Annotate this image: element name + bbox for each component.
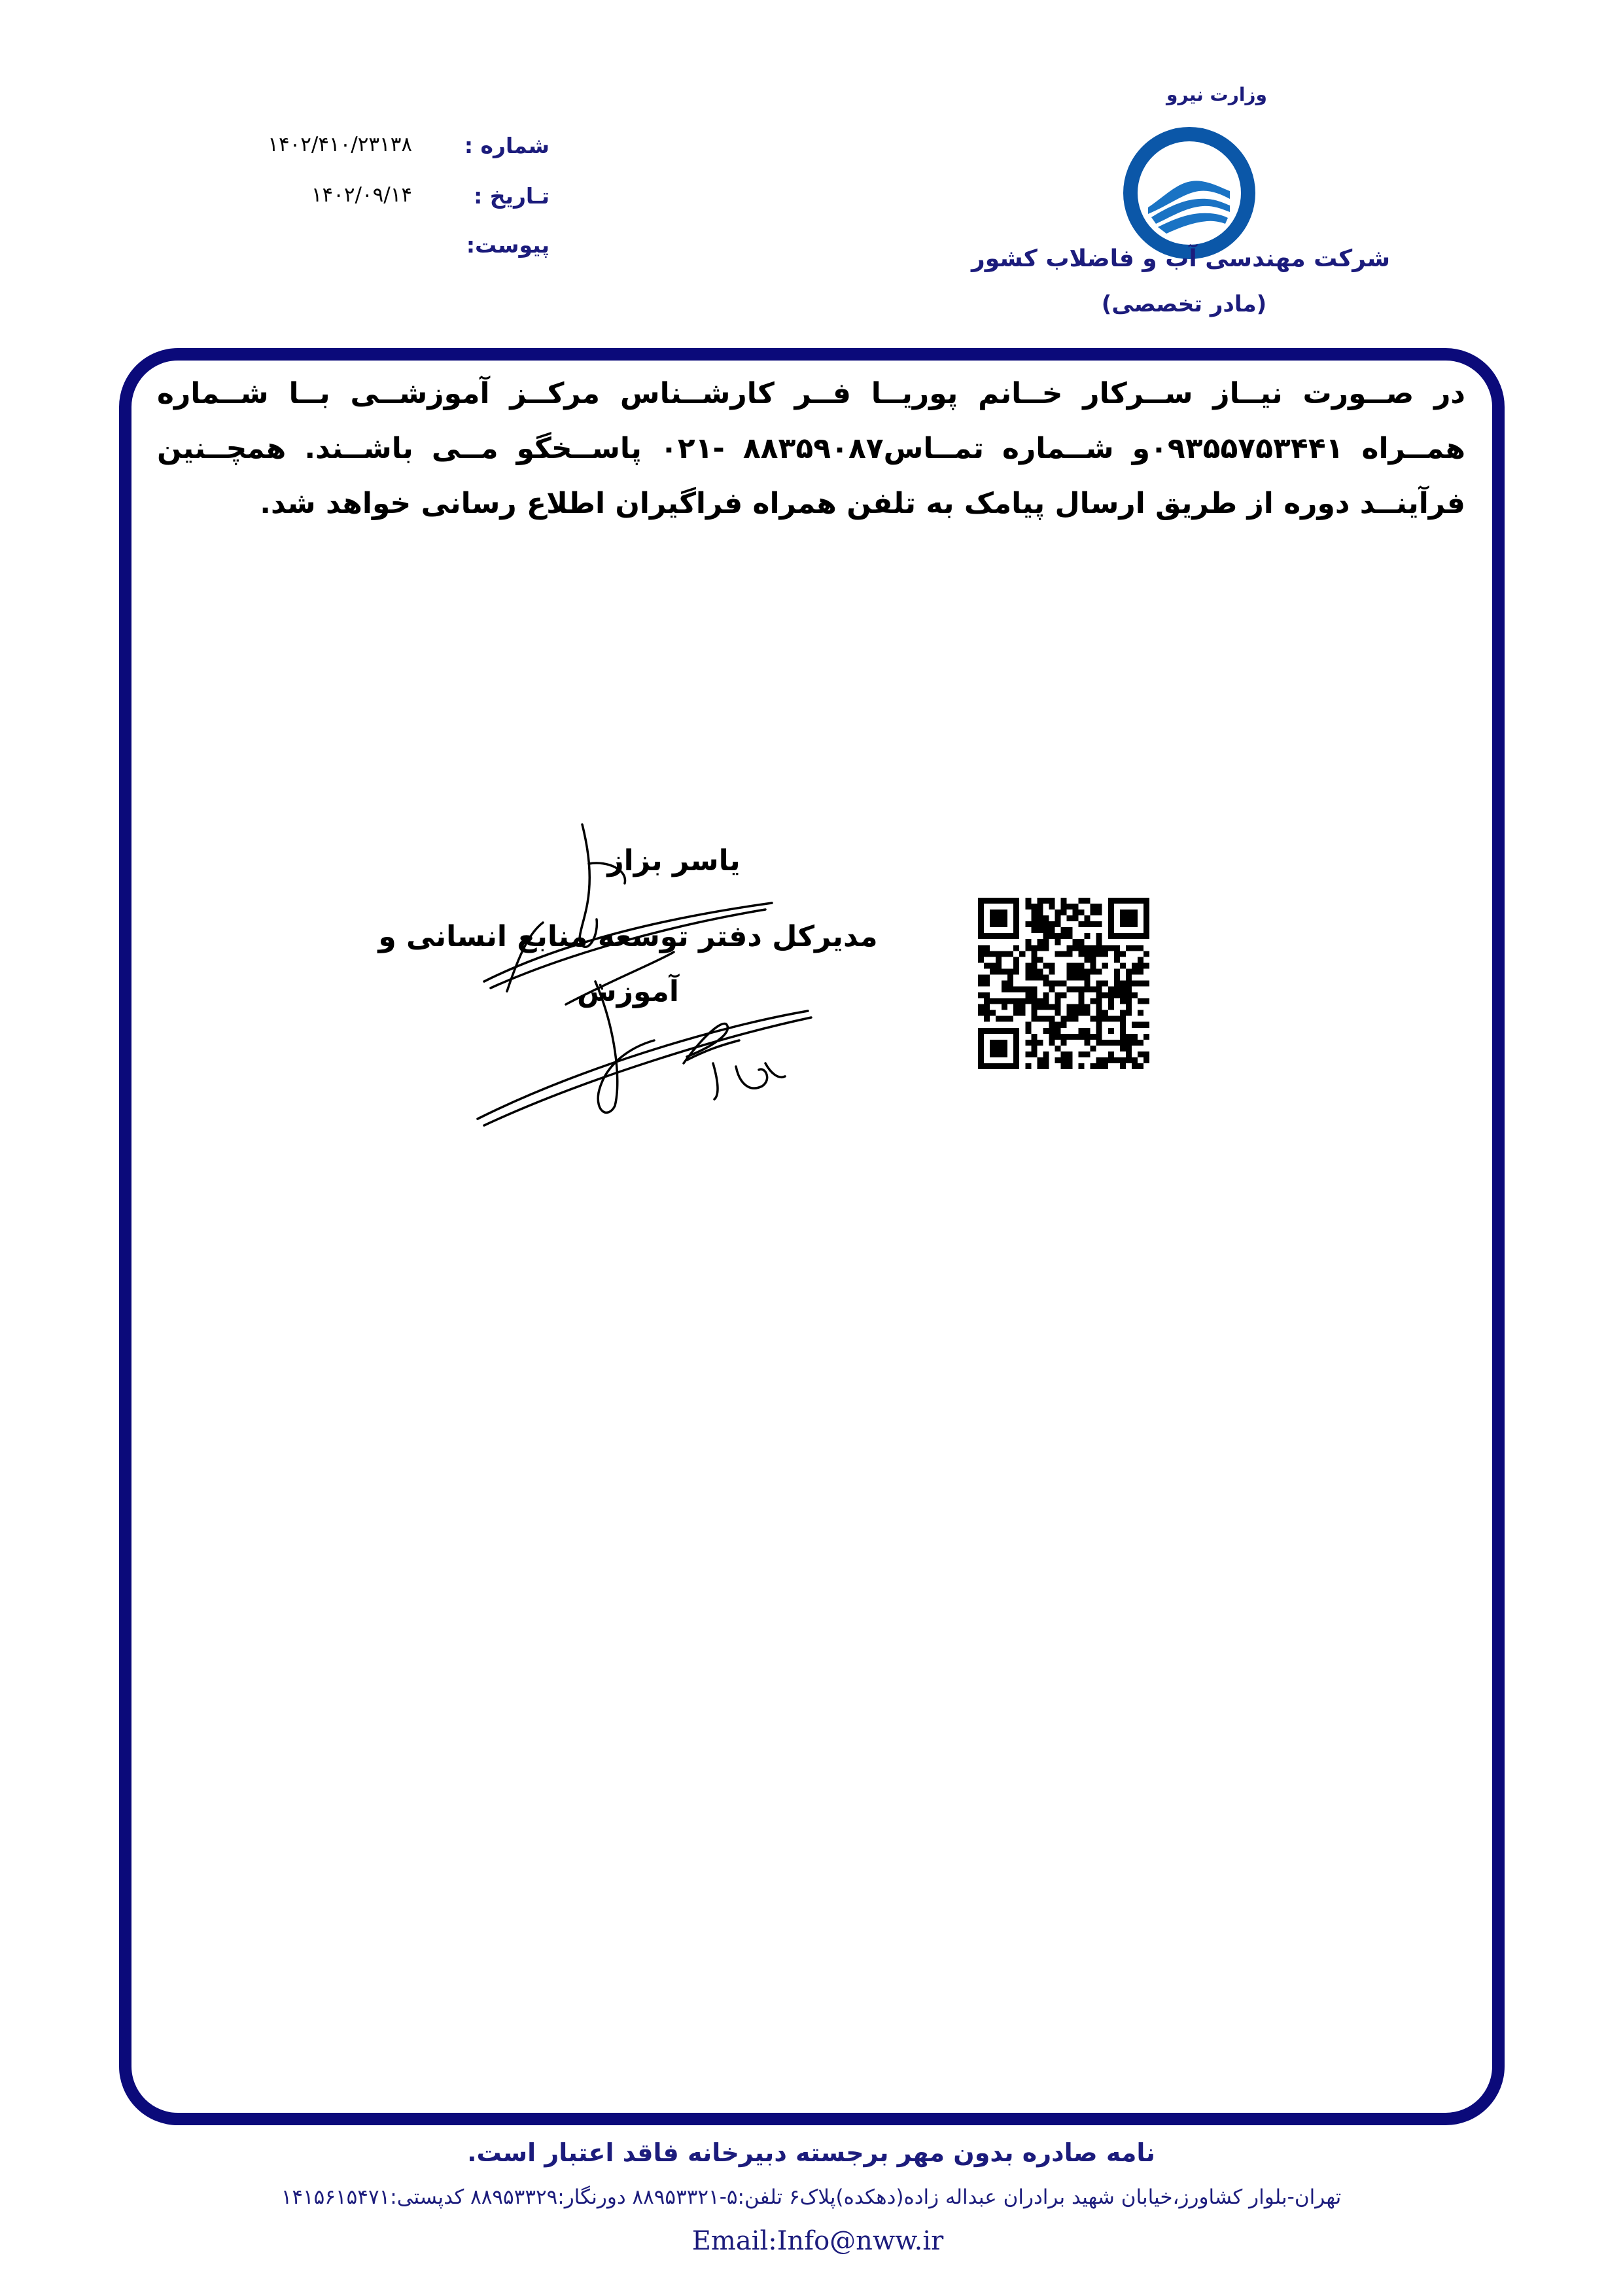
signatory-name: یاسر بزاز [607,844,741,877]
company-subtitle: (مادر تخصصی) [1101,291,1267,317]
qr-code-icon [978,898,1149,1069]
footer-address: تهران-بلوار کشاورز،خیابان شهید برادران عبداله زاده(دهکده)پلاک۶ تلفن:۵-۸۸۹۵۳۳۲۱ دورنگار:۸۸۹۵۳۳۲۹ کدپستی:۱۴۱۵۶۱۵۴۷۱ [281,2185,1342,2209]
attachment-label: پیوست: [466,232,550,258]
company-logo-icon [1122,126,1257,260]
letter-frame [119,348,1505,2125]
signatory-title: مدیرکل دفتر توسعه منابع انسانی و آموزش [378,920,878,1008]
letter-body: در صــورت نیــاز ســرکار خــانم پوریــا فــر کارشــناس مرکــز آموزشــی بــا شــماره همــراه ۰۹۳۵۵۷۵۳۴۴۱و شــماره تمــاس۸۸۳۵۹۰۸۷ -۰۲۱ پاســخگو مــی باشــند. همچــنین فرآینــد دوره از طریق ارسال پیامک به تلفن همراه فراگیران اطلاع رسانی خواهد شد. [157,377,1465,520]
number-label: شماره : [464,133,550,158]
ministry-name: وزارت نیرو [1166,84,1267,105]
date-value: ۱۴۰۲/۰۹/۱۴ [311,183,412,207]
handwritten-signature [458,805,824,1145]
date-label: تـاریخ : [474,183,550,209]
company-name: شرکت مهندسی آب و فاضلاب کشور [971,245,1391,272]
footer-note: نامه صادره بدون مهر برجسته دبیرخانه فاقد اعتبار است. [467,2138,1155,2167]
footer-email: Email:Info@nww.ir [691,2226,944,2256]
number-value: ۱۴۰۲/۴۱۰/۲۳۱۳۸ [268,133,412,156]
